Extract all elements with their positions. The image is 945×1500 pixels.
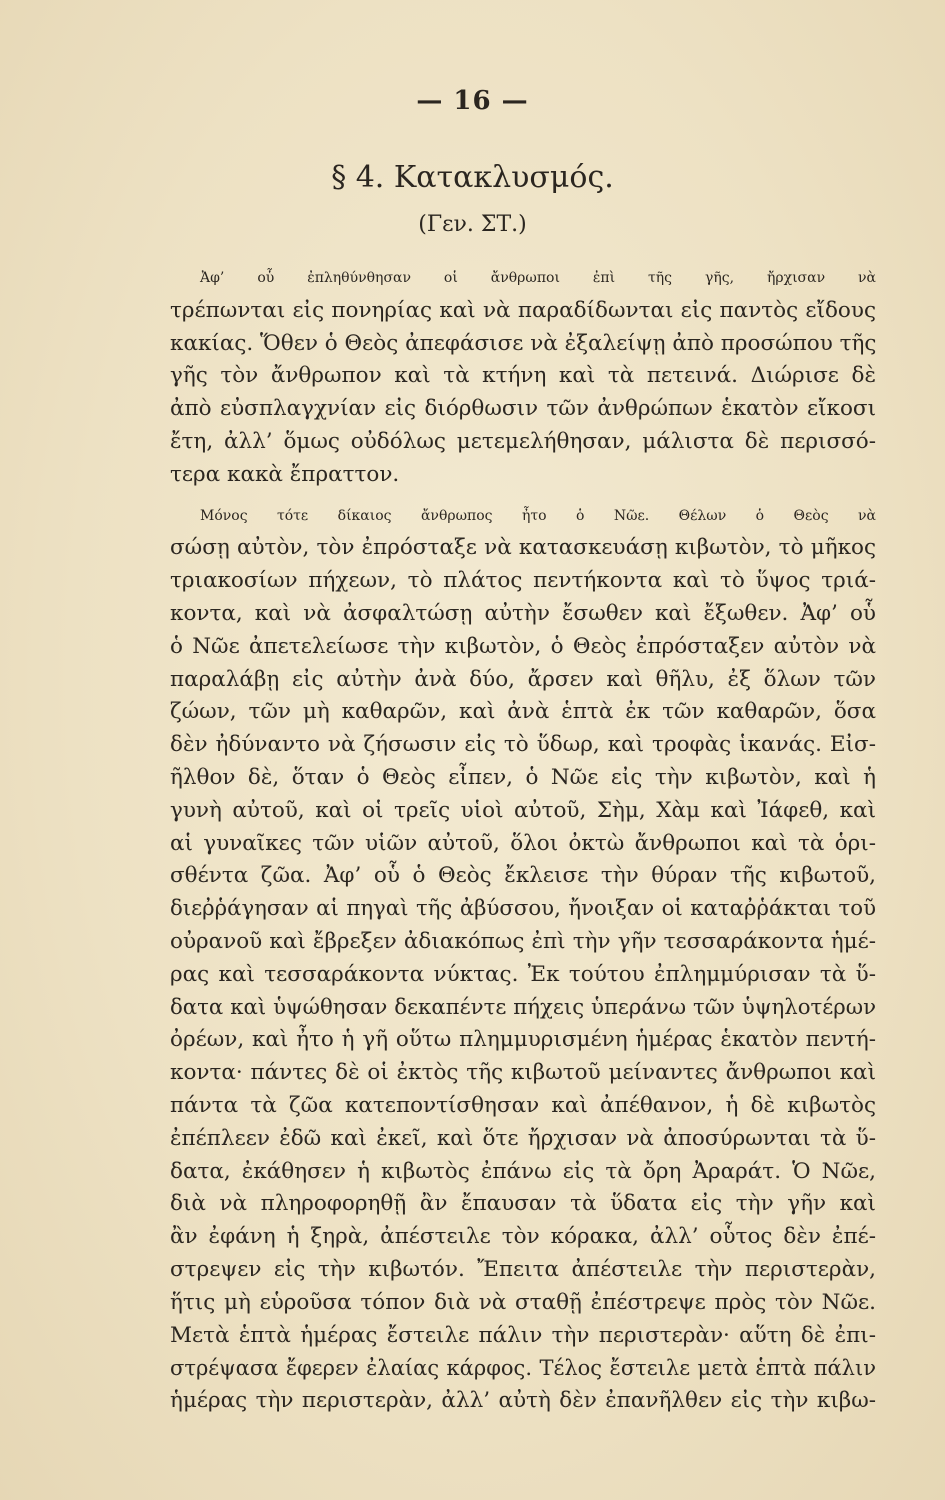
text-line: ὁ Νῶε ἀπετελείωσε τὴν κιβωτὸν, ὁ Θεὸς ἐπρόσταξεν αὐτὸν νὰ [170,633,876,659]
text-line: ζώων, τῶν μὴ καθαρῶν, καὶ ἀνὰ ἑπτὰ ἐκ τῶν καθαρῶν, ὅσα [170,699,876,725]
text-line: ἡμέρας τὴν περιστερὰν, ἀλλ’ αὐτὴ δὲν ἐπανῆλθεν εἰς τὴν κιβω- [170,1388,876,1414]
text-line: τερα κακὰ ἔπραττον. [170,461,400,487]
text-line: ῆλθον δὲ, ὅταν ὁ Θεὸς εἶπεν, ὁ Νῶε εἰς τὴν κιβωτὸν, καὶ ἡ [170,764,876,790]
text-line: ἔτη, ἀλλ’ ὅμως οὐδόλως μετεμελήθησαν, μάλιστα δὲ περισσό- [170,428,876,454]
text-line: διεῤῥάγησαν αἱ πηγαὶ τῆς ἀβύσσου, ἤνοιξαν οἱ καταῤῥάκται τοῦ [170,896,876,922]
text-line: ὀρέων, καὶ ἦτο ἡ γῆ οὕτω πλημμυρισμένη ἡμέρας ἑκατὸν πεντή- [170,1027,876,1053]
text-line: Μετὰ ἑπτὰ ἡμέρας ἔστειλε πάλιν τὴν περιστερὰν· αὕτη δὲ ἐπι- [170,1322,876,1348]
text-line: διὰ νὰ πληροφορηθῇ ἂν ἔπαυσαν τὰ ὕδατα εἰς τὴν γῆν καὶ [170,1191,876,1217]
page-number: — 16 — [416,86,529,116]
text-line: δατα, ἐκάθησεν ἡ κιβωτὸς ἐπάνω εἰς τὰ ὄρη Ἀραράτ. Ὁ Νῶε, [170,1158,876,1184]
paragraph-gap [170,492,876,500]
text-line: Μόνος τότε δίκαιος ἄνθρωπος ἦτο ὁ Νῶε. Θέλων ὁ Θεὸς νὰ [200,507,876,524]
text-line: γῆς τὸν ἄνθρωπον καὶ τὰ κτήνη καὶ τὰ πετεινά. Διώρισε δὲ [170,363,876,389]
section-reference: (Γεν. ΣΤ.) [418,212,527,237]
text-line: πάντα τὰ ζῶα κατεποντίσθησαν καὶ ἀπέθανον, ἡ δὲ κιβωτὸς [170,1092,876,1118]
text-line: δὲν ἠδύναντο νὰ ζήσωσιν εἰς τὸ ὕδωρ, καὶ τροφὰς ἱκανάς. Εἰσ- [170,732,876,758]
text-line: ἥτις μὴ εὑροῦσα τόπον διὰ νὰ σταθῇ ἐπέστρεψε πρὸς τὸν Νῶε. [170,1289,876,1315]
text-line: αἱ γυναῖκες τῶν υἱῶν αὐτοῦ, ὅλοι ὀκτὼ ἄνθρωποι καὶ τὰ ὁρι- [170,830,876,856]
text-line: ἐπέπλεεν ἐδῶ καὶ ἐκεῖ, καὶ ὅτε ἤρχισαν νὰ ἀποσύρωνται τὰ ὕ- [170,1125,876,1151]
text-line: Ἀφ’ οὗ ἐπληθύνθησαν οἱ ἄνθρωποι ἐπὶ τῆς γῆς, ἤρχισαν νὰ [200,270,876,286]
text-line: κοντα, καὶ νὰ ἀσφαλτώσῃ αὐτὴν ἔσωθεν καὶ ἔξωθεν. Ἀφ’ οὗ [170,600,876,626]
section-title: § 4. Κατακλυσμός. [331,160,614,195]
text-line: τρέπωνται εἰς πονηρίας καὶ νὰ παραδίδωνται εἰς παντὸς εἴδους [170,297,876,323]
text-line: δατα καὶ ὑψώθησαν δεκαπέντε πήχεις ὑπεράνω τῶν ὑψηλοτέρων [170,994,876,1020]
text-line: ἀπὸ εὐσπλαγχνίαν εἰς διόρθωσιν τῶν ἀνθρώπων ἑκατὸν εἴκοσι [170,396,876,422]
text-line: στρεψεν εἰς τὴν κιβωτόν. Ἔπειτα ἀπέστειλε τὴν περιστερὰν, [170,1256,876,1282]
body-text [170,262,876,1418]
text-line: κακίας. Ὅθεν ὁ Θεὸς ἀπεφάσισε νὰ ἐξαλείψῃ ἀπὸ προσώπου τῆς [170,330,877,356]
text-line: κοντα· πάντες δὲ οἱ ἐκτὸς τῆς κιβωτοῦ μείναντες ἄνθρωποι καὶ [170,1060,876,1086]
text-line: στρέψασα ἔφερεν ἐλαίας κάρφος. Τέλος ἔστειλε μετὰ ἑπτὰ πάλιν [170,1356,876,1381]
text-line: σώσῃ αὐτὸν, τὸν ἐπρόσταξε νὰ κατασκευάσῃ κιβωτὸν, τὸ μῆκος [170,535,876,561]
text-line: σθέντα ζῶα. Ἀφ’ οὗ ὁ Θεὸς ἔκλεισε τὴν θύραν τῆς κιβωτοῦ, [170,863,876,889]
text-line: ρας καὶ τεσσαράκοντα νύκτας. Ἐκ τούτου ἐπλημμύρισαν τὰ ὕ- [170,961,876,987]
text-line: τριακοσίων πήχεων, τὸ πλάτος πεντήκοντα καὶ τὸ ὕψος τριά- [170,568,876,594]
text-line: γυνὴ αὐτοῦ, καὶ οἱ τρεῖς υἱοὶ αὐτοῦ, Σὴμ, Χὰμ καὶ Ἰάφεθ, καὶ [170,797,876,823]
text-line: οὐρανοῦ καὶ ἔβρεξεν ἀδιακόπως ἐπὶ τὴν γῆν τεσσαράκοντα ἡμέ- [170,928,876,954]
text-line: ἂν ἐφάνη ἡ ξηρὰ, ἀπέστειλε τὸν κόρακα, ἀλλ’ οὗτος δὲν ἐπέ- [170,1224,876,1250]
text-line: παραλάβῃ εἰς αὐτὴν ἀνὰ δύο, ἄρσεν καὶ θῆλυ, ἐξ ὅλων τῶν [170,666,876,692]
